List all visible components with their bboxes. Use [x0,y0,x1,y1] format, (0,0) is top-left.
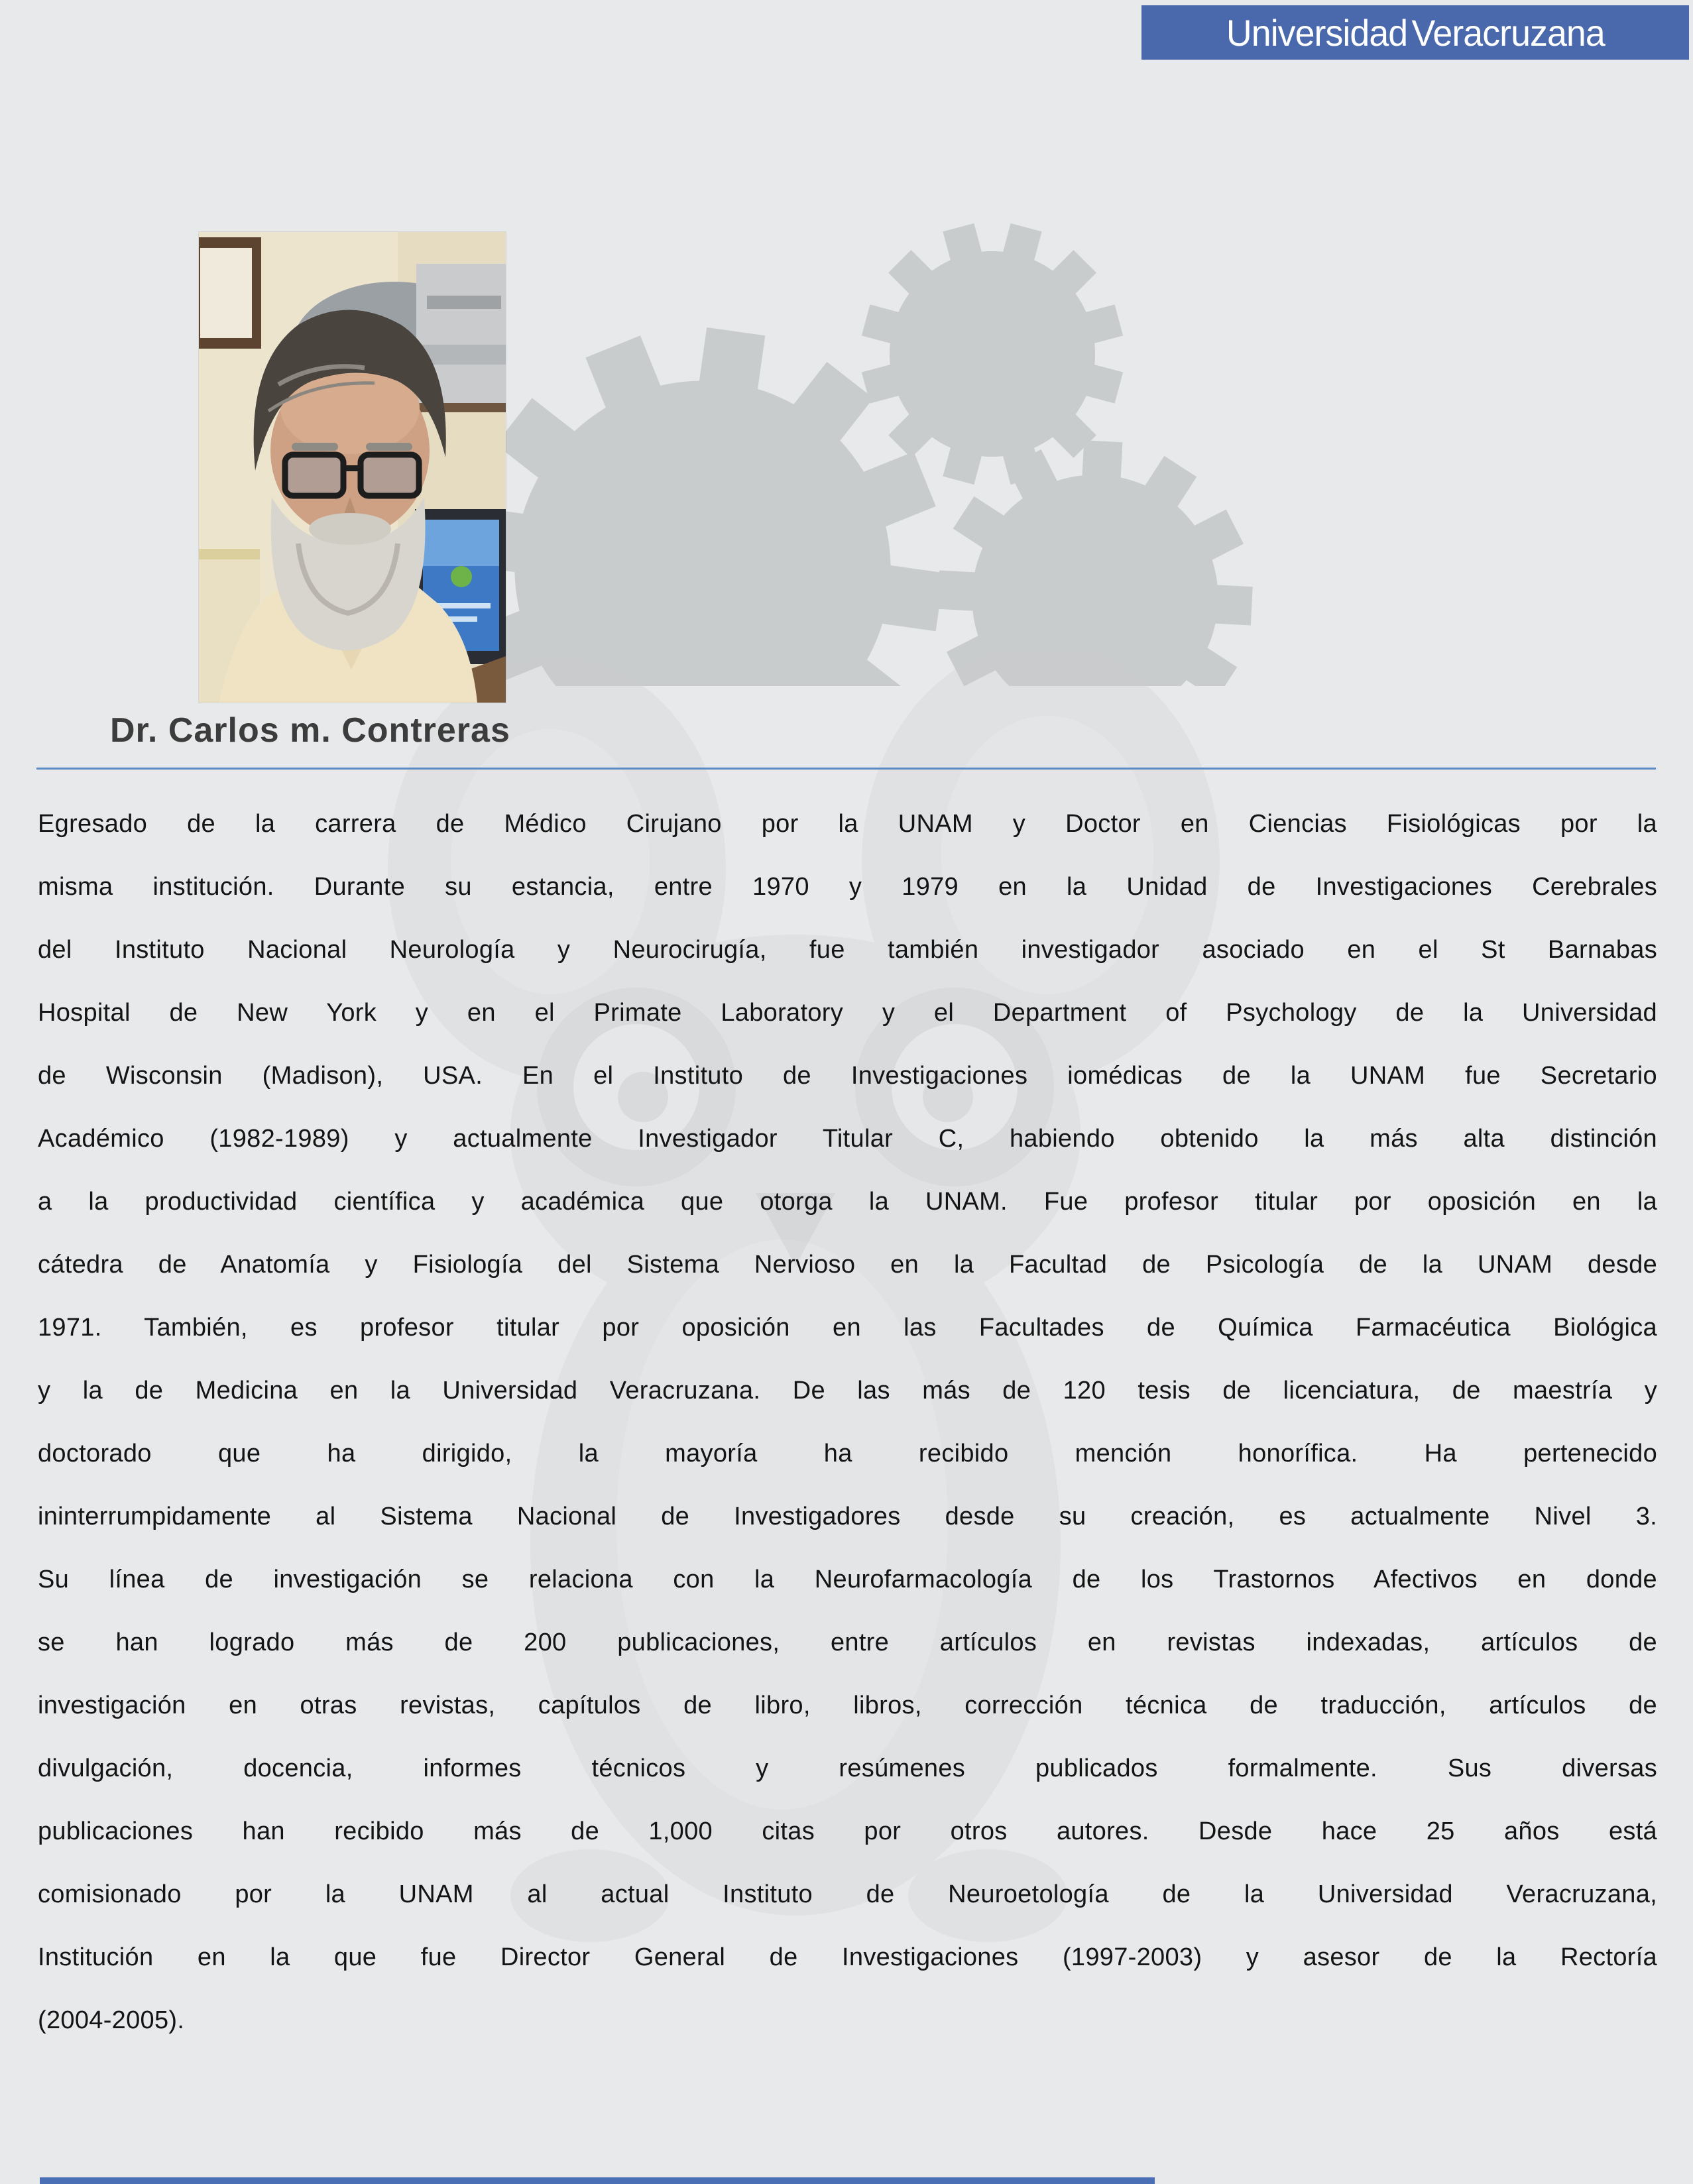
profile-photo [199,232,506,703]
bio-line: del Instituto Nacional Neurología y Neurocirugía, fue también investigador asociado en el St Barnabas [38,936,1657,964]
bio-line: Egresado de la carrera de Médico Cirujano por la UNAM y Doctor en Ciencias Fisiológicas por la [38,810,1657,838]
bio-line: cátedra de Anatomía y Fisiología del Sistema Nervioso en la Facultad de Psicología de la UNAM desde [38,1251,1657,1279]
bio-line: publicaciones han recibido más de 1,000 citas por otros autores. Desde hace 25 años está [38,1817,1657,1845]
bio-line: divulgación, docencia, informes técnicos y resúmenes publicados formalmente. Sus diversas [38,1754,1657,1782]
bio-line: de Wisconsin (Madison), USA. En el Instituto de Investigaciones iomédicas de la UNAM fue Secretario [38,1062,1657,1090]
bio-paragraph [38,793,1657,2052]
bio-line: (2004-2005). [38,2006,185,2034]
bio-line: investigación en otras revistas, capítulos de libro, libros, corrección técnica de traducción, artículos de [38,1692,1657,1719]
title-divider [36,768,1656,770]
bio-line: Académico (1982-1989) y actualmente Investigador Titular C, habiendo obtenido la más alta distinción [38,1125,1657,1153]
bio-line: a la productividad científica y académica que otorga la UNAM. Fue profesor titular por oposición en la [38,1188,1657,1216]
university-banner [1141,5,1689,60]
page-title: Dr. Carlos m. Contreras [110,711,510,750]
footer-bar [40,2177,1155,2184]
profile-photo-image [199,232,506,703]
bio-line: Su línea de investigación se relaciona con la Neurofarmacología de los Trastornos Afectivos en donde [38,1566,1657,1593]
university-banner-label: Universidad Veracruzana [1226,11,1605,54]
bio-line: misma institución. Durante su estancia, entre 1970 y 1979 en la Unidad de Investigaciones Cerebrales [38,873,1657,901]
bio-line: ininterrumpidamente al Sistema Nacional de Investigadores desde su creación, es actualmente Nivel 3. [38,1503,1657,1530]
bio-line: y la de Medicina en la Universidad Veracruzana. De las más de 120 tesis de licenciatura, de maestría y [38,1377,1657,1405]
bio-line: Institución en la que fue Director General de Investigaciones (1997-2003) y asesor de la Rectoría [38,1943,1657,1971]
bio-line: Hospital de New York y en el Primate Laboratory y el Department of Psychology de la Universidad [38,999,1657,1027]
bio-line: 1971. También, es profesor titular por oposición en las Facultades de Química Farmacéutica Biológica [38,1314,1657,1342]
gears-watermark-icon [457,192,1259,686]
bio-line: doctorado que ha dirigido, la mayoría ha recibido mención honorífica. Ha pertenecido [38,1440,1657,1467]
bio-line: comisionado por la UNAM al actual Instituto de Neuroetología de la Universidad Veracruzana, [38,1880,1657,1908]
bio-line: se han logrado más de 200 publicaciones, entre artículos en revistas indexadas, artículos de [38,1629,1657,1656]
